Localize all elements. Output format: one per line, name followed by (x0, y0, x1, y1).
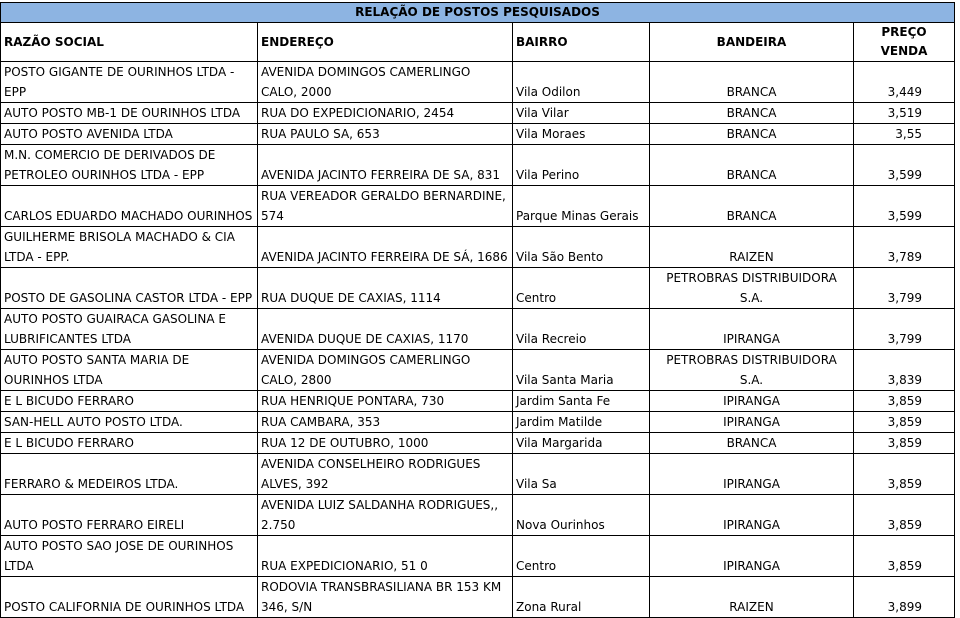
cell-endereco: AVENIDA DOMINGOS CAMERLINGO CALO, 2000 (258, 62, 513, 103)
table-row (1, 145, 955, 186)
cell-endereco: RUA HENRIQUE PONTARA, 730 (258, 391, 513, 412)
cell-bairro: Vila Santa Maria (513, 350, 650, 391)
cell-preco: 3,599 (854, 186, 955, 227)
cell-razao: POSTO CALIFORNIA DE OURINHOS LTDA (1, 577, 258, 618)
header-bairro: BAIRRO (513, 23, 650, 62)
table-row (1, 495, 955, 536)
table-row (1, 350, 955, 391)
cell-preco: 3,799 (854, 309, 955, 350)
cell-bandeira: RAIZEN (650, 577, 854, 618)
cell-preco: 3,519 (854, 103, 955, 124)
cell-endereco: RUA CAMBARA, 353 (258, 412, 513, 433)
cell-endereco: AVENIDA DOMINGOS CAMERLINGO CALO, 2800 (258, 350, 513, 391)
cell-bandeira: BRANCA (650, 103, 854, 124)
cell-razao: AUTO POSTO SANTA MARIA DE OURINHOS LTDA (1, 350, 258, 391)
cell-preco: 3,859 (854, 495, 955, 536)
table-row (1, 227, 955, 268)
cell-preco: 3,859 (854, 391, 955, 412)
cell-razao: FERRARO & MEDEIROS LTDA. (1, 454, 258, 495)
cell-bandeira: PETROBRAS DISTRIBUIDORA S.A. (650, 350, 854, 391)
title-row (1, 3, 955, 23)
cell-preco: 3,859 (854, 412, 955, 433)
table-row (1, 577, 955, 618)
cell-bairro: Vila Vilar (513, 103, 650, 124)
cell-bandeira: IPIRANGA (650, 391, 854, 412)
header-endereco: ENDEREÇO (258, 23, 513, 62)
cell-bandeira: IPIRANGA (650, 309, 854, 350)
table-row (1, 268, 955, 309)
cell-bandeira: IPIRANGA (650, 495, 854, 536)
table-row (1, 412, 955, 433)
cell-bandeira: BRANCA (650, 145, 854, 186)
table-row (1, 391, 955, 412)
table-row (1, 124, 955, 145)
cell-preco: 3,859 (854, 454, 955, 495)
cell-razao: AUTO POSTO MB-1 DE OURINHOS LTDA (1, 103, 258, 124)
header-preco: PREÇO VENDA (854, 23, 955, 62)
cell-razao: POSTO GIGANTE DE OURINHOS LTDA - EPP (1, 62, 258, 103)
cell-razao: M.N. COMERCIO DE DERIVADOS DE PETROLEO OURINHOS LTDA - EPP (1, 145, 258, 186)
cell-bairro: Jardim Matilde (513, 412, 650, 433)
cell-bairro: Vila São Bento (513, 227, 650, 268)
cell-razao: AUTO POSTO SAO JOSE DE OURINHOS LTDA (1, 536, 258, 577)
cell-endereco: RUA EXPEDICIONARIO, 51 0 (258, 536, 513, 577)
cell-bairro: Parque Minas Gerais (513, 186, 650, 227)
cell-bandeira: IPIRANGA (650, 454, 854, 495)
table-row (1, 454, 955, 495)
cell-endereco: AVENIDA JACINTO FERREIRA DE SA, 831 (258, 145, 513, 186)
cell-endereco: RUA DO EXPEDICIONARIO, 2454 (258, 103, 513, 124)
cell-preco: 3,799 (854, 268, 955, 309)
cell-bandeira: RAIZEN (650, 227, 854, 268)
cell-razao: AUTO POSTO AVENIDA LTDA (1, 124, 258, 145)
cell-endereco: RUA 12 DE OUTUBRO, 1000 (258, 433, 513, 454)
header-row (1, 23, 955, 62)
cell-endereco: RUA PAULO SA, 653 (258, 124, 513, 145)
cell-preco: 3,449 (854, 62, 955, 103)
cell-razao: E L BICUDO FERRARO (1, 391, 258, 412)
cell-bandeira: BRANCA (650, 62, 854, 103)
cell-preco: 3,839 (854, 350, 955, 391)
cell-preco: 3,599 (854, 145, 955, 186)
cell-bairro: Centro (513, 536, 650, 577)
cell-bairro: Zona Rural (513, 577, 650, 618)
table-row (1, 103, 955, 124)
cell-razao: SAN-HELL AUTO POSTO LTDA. (1, 412, 258, 433)
cell-endereco: AVENIDA DUQUE DE CAXIAS, 1170 (258, 309, 513, 350)
cell-bairro: Centro (513, 268, 650, 309)
cell-bandeira: BRANCA (650, 433, 854, 454)
postos-table (0, 2, 955, 618)
cell-preco: 3,55 (854, 124, 955, 145)
cell-bairro: Vila Margarida (513, 433, 650, 454)
cell-endereco: AVENIDA LUIZ SALDANHA RODRIGUES,, 2.750 (258, 495, 513, 536)
cell-razao: AUTO POSTO FERRARO EIRELI (1, 495, 258, 536)
cell-endereco: RUA VEREADOR GERALDO BERNARDINE, 574 (258, 186, 513, 227)
cell-bairro: Vila Odilon (513, 62, 650, 103)
table-row (1, 536, 955, 577)
cell-preco: 3,899 (854, 577, 955, 618)
table-row (1, 433, 955, 454)
table-row (1, 309, 955, 350)
cell-bairro: Vila Perino (513, 145, 650, 186)
cell-bairro: Vila Moraes (513, 124, 650, 145)
cell-bairro: Nova Ourinhos (513, 495, 650, 536)
table-row (1, 62, 955, 103)
cell-razao: CARLOS EDUARDO MACHADO OURINHOS (1, 186, 258, 227)
cell-preco: 3,859 (854, 433, 955, 454)
cell-bandeira: IPIRANGA (650, 536, 854, 577)
cell-endereco: RUA DUQUE DE CAXIAS, 1114 (258, 268, 513, 309)
cell-razao: POSTO DE GASOLINA CASTOR LTDA - EPP (1, 268, 258, 309)
cell-bairro: Vila Sa (513, 454, 650, 495)
cell-bandeira: BRANCA (650, 124, 854, 145)
cell-bairro: Vila Recreio (513, 309, 650, 350)
header-bandeira: BANDEIRA (650, 23, 854, 62)
cell-bairro: Jardim Santa Fe (513, 391, 650, 412)
cell-bandeira: PETROBRAS DISTRIBUIDORA S.A. (650, 268, 854, 309)
cell-razao: GUILHERME BRISOLA MACHADO & CIA LTDA - EPP. (1, 227, 258, 268)
cell-endereco: AVENIDA CONSELHEIRO RODRIGUES ALVES, 392 (258, 454, 513, 495)
cell-endereco: AVENIDA JACINTO FERREIRA DE SÁ, 1686 (258, 227, 513, 268)
table-row (1, 186, 955, 227)
cell-razao: AUTO POSTO GUAIRACA GASOLINA E LUBRIFICANTES LTDA (1, 309, 258, 350)
cell-bandeira: IPIRANGA (650, 412, 854, 433)
cell-endereco: RODOVIA TRANSBRASILIANA BR 153 KM 346, S/N (258, 577, 513, 618)
cell-preco: 3,789 (854, 227, 955, 268)
cell-razao: E L BICUDO FERRARO (1, 433, 258, 454)
cell-bandeira: BRANCA (650, 186, 854, 227)
table-title: RELAÇÃO DE POSTOS PESQUISADOS (1, 3, 955, 23)
header-razao: RAZÃO SOCIAL (1, 23, 258, 62)
cell-preco: 3,859 (854, 536, 955, 577)
